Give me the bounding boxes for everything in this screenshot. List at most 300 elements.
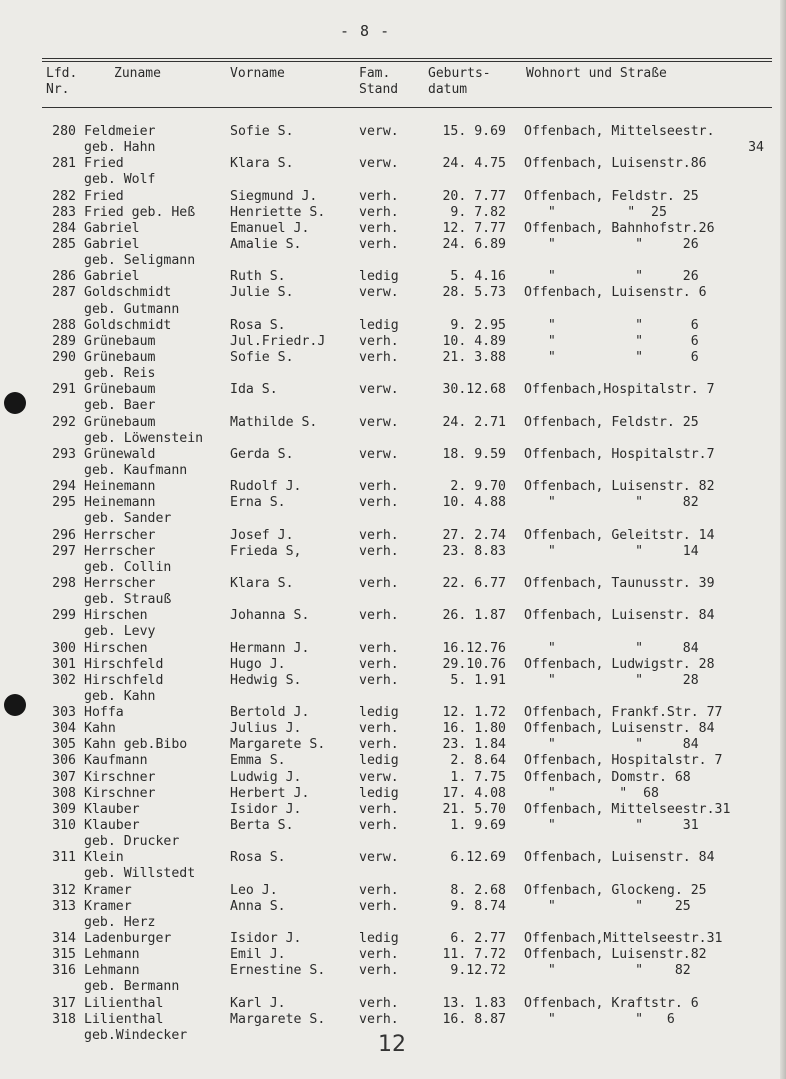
entry-number: 293 [52, 446, 76, 462]
entry-address: Offenbach, Taunusstr. 39 [524, 575, 715, 591]
entry-number: 312 [52, 882, 76, 898]
entry-surname: Lilienthal [84, 995, 164, 1011]
table-row [0, 269, 786, 285]
entry-surname: Kramer [84, 882, 132, 898]
entry-birth-date: 12. 7.77 [442, 220, 506, 236]
entry-address: " " 6 [524, 349, 699, 365]
entry-marital-status: ledig [359, 931, 399, 947]
entry-given-name: Frieda S, [230, 543, 302, 559]
entry-surname: Goldschmidt [84, 285, 172, 301]
entry-given-name: Emanuel J. [230, 220, 310, 236]
entry-address: " " 82 [524, 495, 699, 511]
entry-surname: geb. Kaufmann [84, 462, 188, 478]
entry-given-name: Hugo J. [230, 656, 286, 672]
table-row [0, 382, 786, 398]
entry-number: 287 [52, 285, 76, 301]
entry-surname: Kirschner [84, 769, 156, 785]
entry-marital-status: verh. [359, 495, 399, 511]
entry-given-name: Henriette S. [230, 204, 326, 220]
entry-number: 306 [52, 753, 76, 769]
entry-surname: Klauber [84, 818, 140, 834]
entry-surname: Gabriel [84, 236, 140, 252]
entry-surname: Lilienthal [84, 1011, 164, 1027]
entry-number: 310 [52, 818, 76, 834]
entry-surname: Hirschen [84, 640, 148, 656]
entry-marital-status: ledig [359, 785, 399, 801]
entry-number: 280 [52, 124, 76, 139]
entry-number: 302 [52, 672, 76, 688]
entry-surname: Grünebaum [84, 382, 156, 398]
entry-surname: Grünebaum [84, 333, 156, 349]
table-row [0, 899, 786, 915]
table-row-continuation [0, 366, 786, 382]
header-lfd-nr: Lfd. Nr. [46, 66, 78, 97]
entry-number: 316 [52, 963, 76, 979]
table-row [0, 576, 786, 592]
entry-number: 307 [52, 769, 76, 785]
entry-marital-status: verh. [359, 963, 399, 979]
entry-given-name: Rudolf J. [230, 479, 302, 495]
entry-given-name: Ernestine S. [230, 963, 326, 979]
entry-marital-status: verw. [359, 850, 399, 866]
entry-marital-status: verw. [359, 446, 399, 462]
entry-surname: Heinemann [84, 479, 156, 495]
entry-address: " " 14 [524, 543, 699, 559]
entry-number: 292 [52, 414, 76, 430]
entry-given-name: Herbert J. [230, 785, 310, 801]
table-row [0, 495, 786, 511]
entry-number: 297 [52, 543, 76, 559]
entry-surname: Herrscher [84, 543, 156, 559]
entry-number: 311 [52, 850, 76, 866]
entry-marital-status: verh. [359, 640, 399, 656]
entry-address: Offenbach, Ludwigstr. 28 [524, 656, 715, 672]
entry-number: 283 [52, 204, 76, 220]
entry-address: Offenbach, Luisenstr. 84 [524, 850, 715, 866]
entry-address: Offenbach, Hospitalstr.7 [524, 446, 715, 462]
entry-birth-date: 16.12.76 [442, 640, 506, 656]
entry-number: 305 [52, 737, 76, 753]
entry-birth-date: 11. 7.72 [442, 947, 506, 963]
entry-surname: Kirschner [84, 785, 156, 801]
entry-number: 284 [52, 220, 76, 236]
entry-address: " " 26 [524, 269, 699, 285]
entry-address: " " 84 [524, 640, 699, 656]
entry-marital-status: verh. [359, 801, 399, 817]
table-row [0, 931, 786, 947]
entry-given-name: Emil J. [230, 947, 286, 963]
entry-surname: geb. Herz [84, 914, 156, 930]
entry-birth-date: 10. 4.89 [442, 333, 506, 349]
entry-marital-status: verh. [359, 349, 399, 365]
table-row [0, 818, 786, 834]
table-row [0, 883, 786, 899]
entry-birth-date: 24. 2.71 [442, 414, 506, 430]
entry-birth-date: 9.12.72 [450, 963, 506, 979]
entry-birth-date: 24. 4.75 [442, 156, 506, 172]
entry-address: " " 68 [524, 785, 659, 801]
table-row-continuation [0, 398, 786, 414]
punch-hole [4, 694, 26, 716]
table-row-continuation [0, 689, 786, 705]
entry-given-name: Klara S. [230, 575, 294, 591]
header-wohnort: Wohnort und Straße [526, 66, 667, 81]
table-row [0, 447, 786, 463]
entry-given-name: Hermann J. [230, 640, 310, 656]
entry-surname: Fried [84, 156, 124, 172]
table-row [0, 657, 786, 673]
entry-surname: Lehmann [84, 963, 140, 979]
table-row [0, 156, 786, 172]
entry-address: Offenbach, Hospitalstr. 7 [524, 753, 723, 769]
entry-marital-status: ledig [359, 269, 399, 285]
entry-birth-date: 23. 1.84 [442, 737, 506, 753]
entry-given-name: Bertold J. [230, 705, 310, 721]
entry-number: 318 [52, 1011, 76, 1027]
entry-marital-status: verh. [359, 608, 399, 624]
entry-surname: Lehmann [84, 947, 140, 963]
entry-address: " " 25 [524, 204, 667, 220]
entry-surname: geb. Willstedt [84, 866, 196, 882]
table-row [0, 721, 786, 737]
entry-surname: Feldmeier [84, 124, 156, 139]
table-row-continuation [0, 624, 786, 640]
entry-surname: Goldschmidt [84, 317, 172, 333]
entry-number: 286 [52, 269, 76, 285]
header-rule-top-double [42, 61, 772, 62]
entry-given-name: Anna S. [230, 898, 286, 914]
entry-marital-status: verh. [359, 672, 399, 688]
entry-marital-status: verh. [359, 721, 399, 737]
entry-address: Offenbach, Luisenstr. 84 [524, 721, 715, 737]
entry-birth-date: 16. 1.80 [442, 721, 506, 737]
entry-surname: Kramer [84, 898, 132, 914]
entry-marital-status: verh. [359, 818, 399, 834]
entry-birth-date: 5. 4.16 [450, 269, 506, 285]
entry-birth-date: 22. 6.77 [442, 575, 506, 591]
entry-surname: Grünebaum [84, 414, 156, 430]
entry-marital-status: verh. [359, 575, 399, 591]
entry-surname: geb. Collin [84, 559, 172, 575]
entry-birth-date: 18. 9.59 [442, 446, 506, 462]
entry-number: 309 [52, 801, 76, 817]
entry-marital-status: verh. [359, 188, 399, 204]
entry-birth-date: 10. 4.88 [442, 495, 506, 511]
entry-marital-status: verh. [359, 882, 399, 898]
entry-address: Offenbach,Mittelseestr.31 [524, 931, 723, 947]
entry-marital-status: verh. [359, 204, 399, 220]
entry-address: Offenbach,Hospitalstr. 7 [524, 382, 715, 398]
entry-birth-date: 20. 7.77 [442, 188, 506, 204]
entry-marital-status: ledig [359, 705, 399, 721]
entry-given-name: Jul.Friedr.J [230, 333, 326, 349]
table-row [0, 786, 786, 802]
entry-given-name: Emma S. [230, 753, 286, 769]
header-zuname: Zuname [114, 66, 161, 81]
table-row [0, 189, 786, 205]
entry-birth-date: 30.12.68 [442, 382, 506, 398]
table-row [0, 770, 786, 786]
entry-surname: geb. Drucker [84, 834, 180, 850]
entry-given-name: Ludwig J. [230, 769, 302, 785]
entry-birth-date: 23. 8.83 [442, 543, 506, 559]
entry-marital-status: verw. [359, 156, 399, 172]
entry-number: 314 [52, 931, 76, 947]
entry-given-name: Berta S. [230, 818, 294, 834]
entry-number: 298 [52, 575, 76, 591]
entry-marital-status: ledig [359, 317, 399, 333]
entry-marital-status: verh. [359, 656, 399, 672]
table-row [0, 528, 786, 544]
entry-surname: Heinemann [84, 495, 156, 511]
entry-marital-status: verh. [359, 995, 399, 1011]
entry-marital-status: verw. [359, 124, 399, 139]
table-row [0, 608, 786, 624]
entry-surname: geb. Reis [84, 366, 156, 382]
table-row [0, 996, 786, 1012]
entry-address: Offenbach, Glockeng. 25 [524, 882, 707, 898]
table-row-continuation [0, 463, 786, 479]
table-row [0, 947, 786, 963]
table-row [0, 124, 786, 140]
entry-address: " " 6 [524, 1011, 675, 1027]
entry-birth-date: 15. 9.69 [442, 124, 506, 139]
entry-address: " " 6 [524, 333, 699, 349]
entry-address: Offenbach, Luisenstr. 82 [524, 479, 715, 495]
entry-surname: Kahn [84, 721, 116, 737]
table-row [0, 479, 786, 495]
entry-marital-status: verh. [359, 947, 399, 963]
entry-given-name: Siegmund J. [230, 188, 318, 204]
entry-birth-date: 28. 5.73 [442, 285, 506, 301]
header-vorname: Vorname [230, 66, 285, 81]
entry-surname: geb. Kahn [84, 688, 156, 704]
stamped-number: 12 [378, 1032, 406, 1057]
table-row-continuation [0, 302, 786, 318]
entry-given-name: Margarete S. [230, 1011, 326, 1027]
entry-number: 295 [52, 495, 76, 511]
entry-number: 294 [52, 479, 76, 495]
entry-surname: geb. Strauß [84, 592, 172, 608]
entry-given-name: Margarete S. [230, 737, 326, 753]
paper-edge-shadow [780, 0, 786, 1079]
entry-number: 289 [52, 333, 76, 349]
entry-address: " " 26 [524, 236, 699, 252]
entry-surname: Gabriel [84, 220, 140, 236]
entry-address: Offenbach, Luisenstr.86 [524, 156, 707, 172]
entry-address: Offenbach, Feldstr. 25 [524, 414, 699, 430]
entry-birth-date: 21. 5.70 [442, 801, 506, 817]
table-row-continuation [0, 253, 786, 269]
entry-address-continuation: 34 [748, 140, 764, 156]
entry-surname: geb. Gutmann [84, 301, 180, 317]
entry-given-name: Julius J. [230, 721, 302, 737]
entry-birth-date: 26. 1.87 [442, 608, 506, 624]
entry-address: Offenbach, Luisenstr.82 [524, 947, 707, 963]
entry-surname: Gabriel [84, 269, 140, 285]
entry-number: 301 [52, 656, 76, 672]
entry-given-name: Ruth S. [230, 269, 286, 285]
entry-marital-status: verh. [359, 737, 399, 753]
entry-address: Offenbach, Feldstr. 25 [524, 188, 699, 204]
header-fam-stand: Fam. Stand [359, 66, 399, 97]
entry-address: Offenbach, Mittelseestr. [524, 124, 715, 139]
entry-given-name: Mathilde S. [230, 414, 318, 430]
entry-address: " " 6 [524, 317, 699, 333]
entry-number: 304 [52, 721, 76, 737]
entry-birth-date: 24. 6.89 [442, 236, 506, 252]
entry-birth-date: 9. 7.82 [450, 204, 506, 220]
entry-marital-status: verh. [359, 527, 399, 543]
table-row [0, 334, 786, 350]
entry-number: 300 [52, 640, 76, 656]
header-rule-top [42, 58, 772, 59]
entry-surname: geb. Seligmann [84, 253, 196, 269]
entry-marital-status: verw. [359, 769, 399, 785]
entry-number: 299 [52, 608, 76, 624]
entry-number: 315 [52, 947, 76, 963]
entry-given-name: Julie S. [230, 285, 294, 301]
punch-hole [4, 392, 26, 414]
entry-birth-date: 1. 9.69 [450, 818, 506, 834]
table-row-continuation [0, 431, 786, 447]
entry-surname: geb. Bermann [84, 979, 180, 995]
entry-marital-status: verw. [359, 285, 399, 301]
entry-marital-status: verh. [359, 1011, 399, 1027]
table-row [0, 221, 786, 237]
entry-address: " " 31 [524, 818, 699, 834]
entry-given-name: Hedwig S. [230, 672, 302, 688]
entry-marital-status: verw. [359, 382, 399, 398]
entry-birth-date: 21. 3.88 [442, 349, 506, 365]
table-row-continuation [0, 915, 786, 931]
entry-surname: Grünewald [84, 446, 156, 462]
entry-birth-date: 9. 2.95 [450, 317, 506, 333]
entry-surname: geb.Windecker [84, 1027, 188, 1043]
header-geburtsdatum: Geburts- datum [428, 66, 491, 97]
entry-marital-status: verh. [359, 543, 399, 559]
entry-address: Offenbach, Luisenstr. 84 [524, 608, 715, 624]
entry-surname: Hirschfeld [84, 672, 164, 688]
entry-birth-date: 27. 2.74 [442, 527, 506, 543]
entry-address: Offenbach, Domstr. 68 [524, 769, 691, 785]
entry-address: Offenbach, Bahnhofstr.26 [524, 220, 715, 236]
table-row [0, 963, 786, 979]
entry-birth-date: 1. 7.75 [450, 769, 506, 785]
table-row [0, 1012, 786, 1028]
entry-surname: geb. Löwenstein [84, 430, 204, 446]
entry-address: Offenbach, Mittelseestr.31 [524, 801, 731, 817]
entry-marital-status: verw. [359, 414, 399, 430]
header-rule-bottom [42, 107, 772, 108]
entry-birth-date: 12. 1.72 [442, 705, 506, 721]
entry-given-name: Erna S. [230, 495, 286, 511]
entry-marital-status: ledig [359, 753, 399, 769]
entry-surname: Klauber [84, 801, 140, 817]
entry-address: " " 28 [524, 672, 699, 688]
entry-surname: Fried geb. Heß [84, 204, 196, 220]
entry-given-name: Rosa S. [230, 850, 286, 866]
entry-birth-date: 6. 2.77 [450, 931, 506, 947]
entry-birth-date: 29.10.76 [442, 656, 506, 672]
entry-birth-date: 9. 8.74 [450, 898, 506, 914]
entry-birth-date: 5. 1.91 [450, 672, 506, 688]
table-row [0, 673, 786, 689]
entry-surname: Kaufmann [84, 753, 148, 769]
entry-address: Offenbach, Kraftstr. 6 [524, 995, 699, 1011]
entry-number: 285 [52, 236, 76, 252]
entry-surname: geb. Levy [84, 624, 156, 640]
entry-number: 288 [52, 317, 76, 333]
table-row [0, 850, 786, 866]
entry-number: 281 [52, 156, 76, 172]
table-row-continuation [0, 560, 786, 576]
entry-birth-date: 8. 2.68 [450, 882, 506, 898]
entry-given-name: Ida S. [230, 382, 278, 398]
entry-number: 303 [52, 705, 76, 721]
entry-number: 317 [52, 995, 76, 1011]
table-row [0, 737, 786, 753]
entry-number: 291 [52, 382, 76, 398]
entry-birth-date: 2. 8.64 [450, 753, 506, 769]
entry-marital-status: verh. [359, 898, 399, 914]
table-row-continuation [0, 866, 786, 882]
table-row [0, 285, 786, 301]
entry-address: Offenbach, Frankf.Str. 77 [524, 705, 723, 721]
table-row-continuation [0, 140, 786, 156]
entry-address: " " 84 [524, 737, 699, 753]
entry-given-name: Karl J. [230, 995, 286, 1011]
entry-surname: Herrscher [84, 527, 156, 543]
entry-marital-status: verh. [359, 479, 399, 495]
entry-address: Offenbach, Geleitstr. 14 [524, 527, 715, 543]
page-number: - 8 - [340, 22, 391, 40]
table-row [0, 802, 786, 818]
entry-marital-status: verh. [359, 236, 399, 252]
entry-number: 290 [52, 349, 76, 365]
table-row [0, 641, 786, 657]
table-row [0, 705, 786, 721]
entry-given-name: Isidor J. [230, 801, 302, 817]
entry-surname: Grünebaum [84, 349, 156, 365]
entry-birth-date: 16. 8.87 [442, 1011, 506, 1027]
table-row-continuation [0, 979, 786, 995]
entry-surname: Herrscher [84, 575, 156, 591]
table-row [0, 350, 786, 366]
table-row [0, 544, 786, 560]
entry-surname: Ladenburger [84, 931, 172, 947]
entry-given-name: Sofie S. [230, 349, 294, 365]
entry-given-name: Rosa S. [230, 317, 286, 333]
entry-given-name: Leo J. [230, 882, 278, 898]
entry-surname: Hirschen [84, 608, 148, 624]
table-row [0, 205, 786, 221]
table-row-continuation [0, 511, 786, 527]
entry-given-name: Amalie S. [230, 236, 302, 252]
table-row [0, 753, 786, 769]
entry-address: Offenbach, Luisenstr. 6 [524, 285, 707, 301]
entry-number: 313 [52, 898, 76, 914]
entry-surname: geb. Baer [84, 398, 156, 414]
register-table [0, 124, 786, 1044]
entry-surname: geb. Sander [84, 511, 172, 527]
entry-given-name: Isidor J. [230, 931, 302, 947]
entry-surname: Kahn geb.Bibo [84, 737, 188, 753]
entry-address: " " 82 [524, 963, 691, 979]
entry-birth-date: 17. 4.08 [442, 785, 506, 801]
table-row-continuation [0, 172, 786, 188]
entry-surname: geb. Wolf [84, 172, 156, 188]
